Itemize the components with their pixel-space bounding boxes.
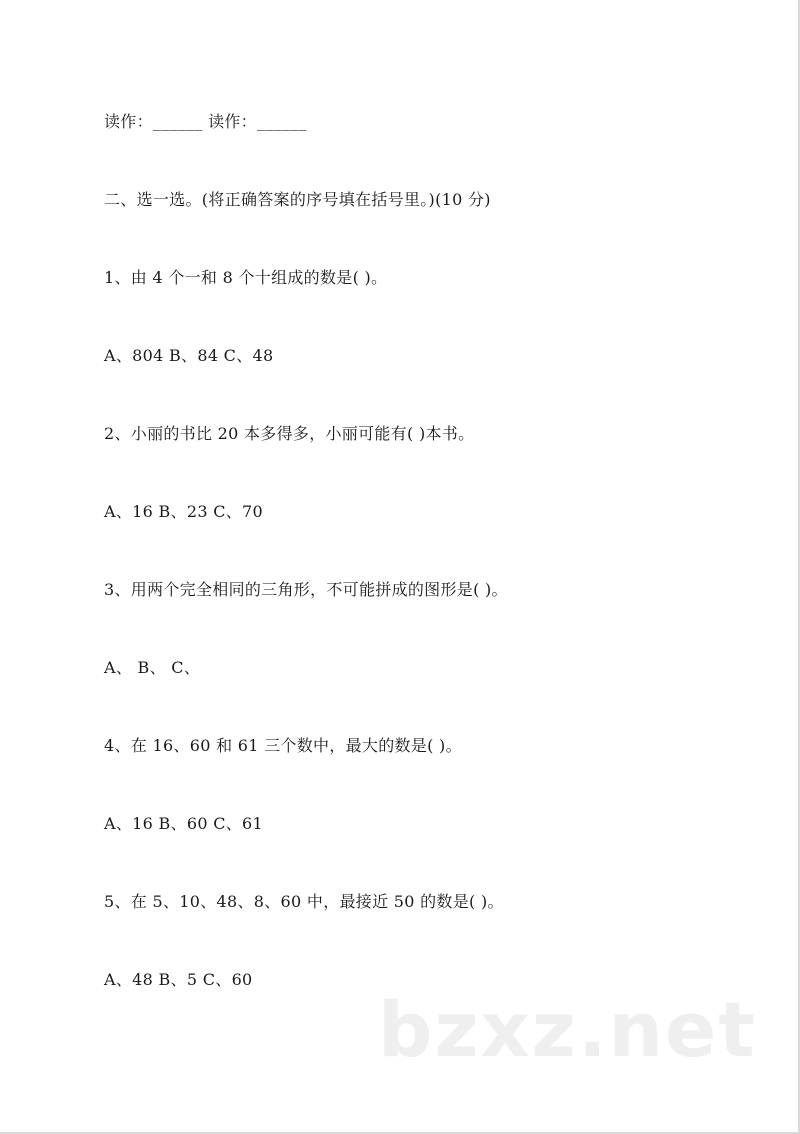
question-1-options: A、804 B、84 C、48 [104, 346, 274, 365]
section-heading: 二、选一选。(将正确答案的序号填在括号里。)(10 分) [104, 190, 491, 209]
question-3-options: A、 B、 C、 [104, 658, 201, 677]
reading-line: 读作：______ 读作：______ [104, 112, 307, 131]
question-5-options: A、48 B、5 C、60 [104, 970, 253, 989]
question-2-options: A、16 B、23 C、70 [104, 502, 264, 521]
question-2: 2、小丽的书比 20 本多得多，小丽可能有( )本书。 [104, 424, 475, 443]
question-1: 1、由 4 个一和 8 个十组成的数是( )。 [104, 268, 388, 287]
question-5: 5、在 5、10、48、8、60 中，最接近 50 的数是( )。 [104, 892, 504, 911]
question-4-options: A、16 B、60 C、61 [104, 814, 264, 833]
question-3: 3、用两个完全相同的三角形，不可能拼成的图形是( )。 [104, 580, 508, 599]
question-4: 4、在 16、60 和 61 三个数中，最大的数是( )。 [104, 736, 462, 755]
watermark: bzxz.net [378, 985, 757, 1074]
